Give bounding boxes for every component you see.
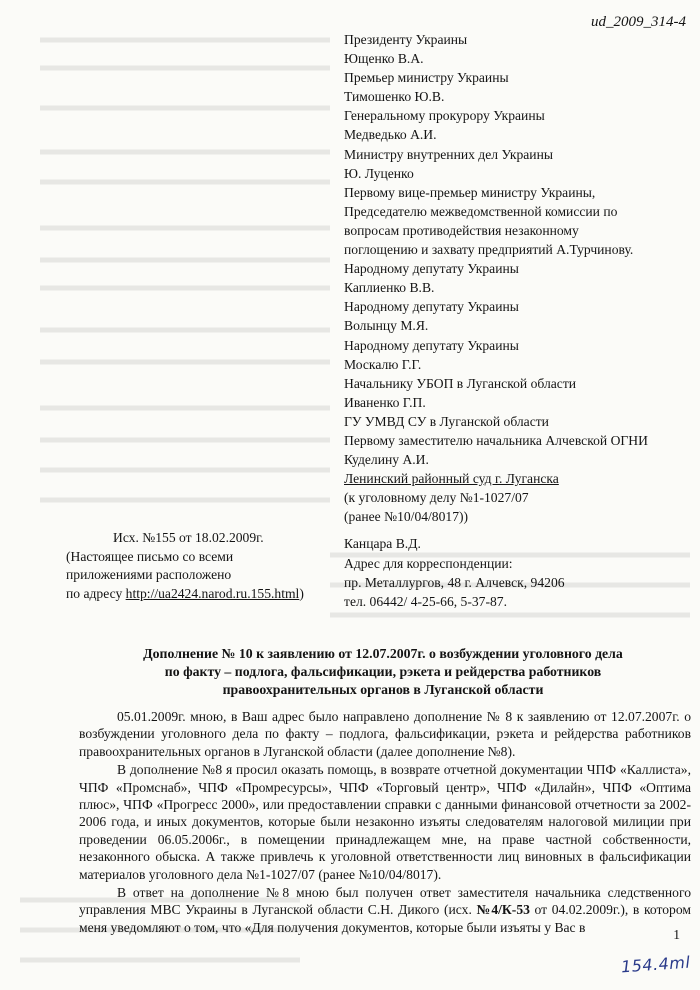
addressee-line: вопросам противодействия незаконному [344,222,579,238]
paragraph-text: В ответ на дополнение №8 мною был получен ответ заместителя начальника следственного управления МВС Украины в Луганской области С.Н. Дикого (исх. [79,885,691,918]
addressee-line: поглощению и захвату предприятий А.Турчинову. [344,242,634,258]
addressee-line: Министру внутренних дел Украины [344,146,553,162]
sender-address-label: Адрес для корреспонденции: [344,555,513,571]
addressee-case-number: (к уголовному делу №1-1027/07 [344,490,529,506]
reference-block [66,529,304,603]
addressee-line: Каплиенко В.В. [344,280,435,296]
document-id: ud_2009_314-4 [591,14,686,30]
addressee-line: Москалю Г.Г. [344,356,422,372]
addressee-line: Первому вице-премьер министру Украины, [344,184,596,200]
outgoing-number: Исх. №155 от 18.02.2009г. [113,530,264,545]
addressee-line: Ю. Луценко [344,165,414,181]
reference-note-line: (Настоящее письмо со всеми [66,548,234,564]
addressee-line: Ющенко В.А. [344,51,424,67]
title-line: по факту – подлога, фальсификации, рэкета и рейдерства работников [164,664,602,679]
body-paragraph [79,884,691,936]
reference-url-link[interactable]: http://ua2424.narod.ru.155.html [125,585,300,601]
document-title [78,645,688,699]
addressee-line: Начальнику УБОП в Луганской области [344,375,577,391]
sender-name: Канцара В.Д. [344,536,421,552]
addressee-line: ГУ УМВД СУ в Луганской области [344,413,549,429]
document-body [79,708,691,937]
paragraph-text: от 04.02.2009г.), в котором меня уведомляют о том, что «Для получения документов, которые были изъяты у Вас в [79,902,691,935]
title-line: Дополнение № 10 к заявлению от 12.07.2007г. о возбуждении уголовного дела [143,646,623,661]
addressee-case-number-old: (ранее №10/04/8017)) [344,509,469,525]
reference-note-line: приложениями расположено [66,567,232,582]
reference-prefix: по адресу [66,585,126,601]
addressee-line: Председателю межведомственной комиссии по [344,203,618,219]
title-line: правоохранительных органов в Луганской области [222,682,544,697]
addressee-line: Генеральному прокурору Украины [344,108,545,124]
letter-reference-number: №4/К-53 [476,902,530,918]
addressee-line: Иваненко Г.П. [344,394,426,410]
addressee-line: Президенту Украины [344,32,468,47]
sender-phone: тел. 06442/ 4-25-66, 5-37-87. [344,593,507,609]
addressee-court-line: Ленинский районный суд г. Луганска [344,471,559,487]
addressee-line: Народному депутату Украины [344,337,519,353]
page-number: 1 [673,927,680,942]
addressee-line: Первому заместителю начальника Алчевской ОГНИ [344,432,648,448]
reference-note-line [66,585,304,604]
body-paragraph: 05.01.2009г. мною, в Ваш адрес было направлено дополнение № 8 к заявлению от 12.07.2007г. о возбуждении уголовного дела по факту – подлога, фальсификации, рэкета и рейдерства работников правоохранительных органов в Луганской области (далее дополнение №8). [79,709,691,759]
addressee-line: Народному депутату Украины [344,261,519,277]
addressee-block [344,30,689,611]
addressee-line: Народному депутату Украины [344,299,519,315]
sender-address: пр. Металлургов, 48 г. Алчевск, 94206 [344,574,565,590]
body-paragraph: В дополнение №8 я просил оказать помощь, в возврате отчетной документации ЧПФ «Каллиста», ЧПФ «Промснаб», ЧПФ «Промресурсы», ЧПФ «Торговый центр», ЧПФ «Дилайн», ЧПФ «Оптима плюс», ЧПФ «Прогресс 2000», или предоставлении справки с данными финансовой отчетности за 2002-2006 года, и иных документов, которые были незаконно изъяты следователям налоговой милиции при проведении 06.05.2006г., в помещении принадлежащем мне, на праве частной собственности, незаконного обыска. А также привлечь к уголовной ответственности лиц виновных в фальсификации материалов уголовного дела №1-1027/07 (ранее №10/04/8017). [79,762,691,882]
addressee-line: Медведько А.И. [344,127,437,143]
addressee-line: Куделину А.И. [344,452,429,468]
reference-suffix: ) [299,585,304,601]
addressee-line: Тимошенко Ю.В. [344,89,445,105]
addressee-line: Волынцу М.Я. [344,318,429,334]
handwritten-note: 154.4ml [620,952,691,977]
addressee-line: Премьер министру Украины [344,70,509,86]
